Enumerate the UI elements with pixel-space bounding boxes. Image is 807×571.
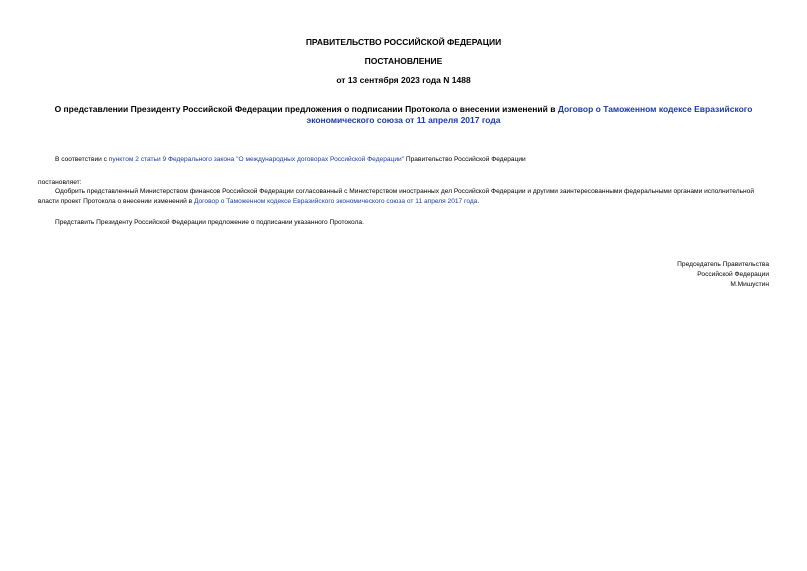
title-text: О представлении Президенту Российской Федерации предложения о подписании Протокола о внесении изменений в (54, 104, 558, 114)
p3-text-before: Одобрить представленный Министерством финансов Российской Федерации согласованный с Министерством иностранных дел Российской Федерации и другими заинтересованными федеральными органами исполнительной власти проект Протокола о внесении изменений в (38, 188, 755, 205)
p3-text-after: . (477, 198, 480, 205)
p1-text-after: Правительство Российской Федерации (404, 156, 526, 163)
government-heading: ПРАВИТЕЛЬСТВО РОССИЙСКОЙ ФЕДЕРАЦИИ (305, 37, 502, 47)
law-article-link[interactable]: пунктом 2 статьи 9 Федерального закона "О международных договорах Российской Федерации" (108, 156, 405, 163)
p1-text-before: В соответствии с (55, 156, 109, 163)
date-number-heading: от 13 сентября 2023 года N 1488 (336, 75, 471, 85)
signature-name: М.Мишустин (730, 281, 769, 288)
paragraph-resolves: постановляет: (38, 179, 82, 186)
paragraph-basis (55, 155, 775, 165)
document-type-heading: ПОСТАНОВЛЕНИЕ (364, 56, 443, 66)
document-title (40, 104, 767, 126)
signature-block (677, 260, 769, 290)
title-treaty-link[interactable]: Договор о Таможенном кодексе Евразийского экономического союза от 11 апреля 2017 года (306, 104, 753, 125)
paragraph-approve (38, 187, 773, 207)
signature-org: Российской Федерации (697, 271, 769, 278)
treaty-link[interactable]: Договор о Таможенном кодексе Евразийского экономического союза от 11 апреля 2017 года (193, 198, 478, 205)
paragraph-present: Представить Президенту Российской Федерации предложение о подписании указанного Протокола. (55, 219, 364, 226)
signature-position: Председатель Правительства (677, 261, 769, 268)
